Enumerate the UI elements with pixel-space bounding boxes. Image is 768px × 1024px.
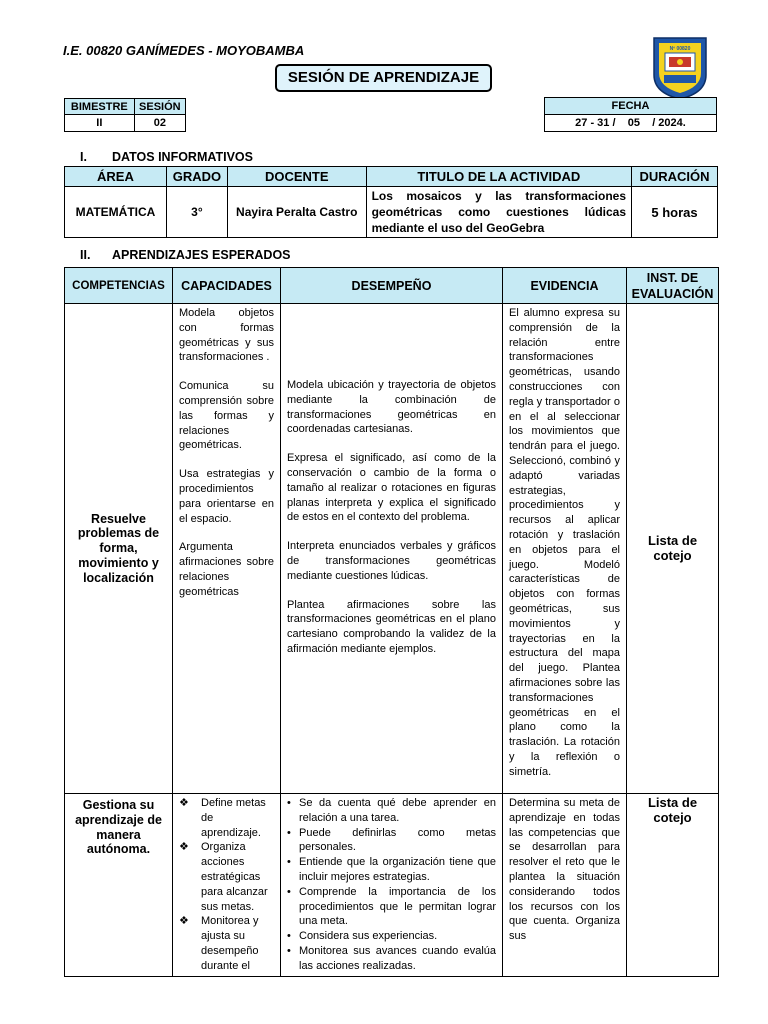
desempeno-item: Interpreta enunciados verbales y gráficos de transformaciones geométricas mediante cuestiones lúdicas. [287, 540, 496, 582]
section-title: DATOS INFORMATIVOS [112, 150, 253, 164]
diamond-bullet-icon: ❖ [179, 915, 189, 928]
bimestre-table [64, 98, 186, 132]
competencia-1: Resuelve problemas de forma, movimiento y localización [65, 304, 173, 794]
duracion-value: 5 horas [632, 187, 718, 238]
desempeno-item [287, 796, 496, 826]
col-instrumento: INST. DE EVALUACIÓN [627, 268, 719, 304]
document-title: SESIÓN DE APRENDIZAJE [275, 64, 492, 92]
evidencia-1: El alumno expresa su comprensión de la relación entre transformaciones geométricas, usando construcciones con regla y transportador o en el al seleccionar los movimientos que tendrán para el juego. Seleccionó, combinó y adaptó variadas estrategias, procedimientos y recursos al aplicar rotación y traslación en objetos para el juego. Modeló características de objetos con formas geométricas, sus movimientos y trayectorias en la estructura del mapa del juego. Plantea afirmaciones sobre las transformaciones geométricas en el plano como la traslación. La rotación y la reflexión o simetría. [503, 304, 627, 794]
desempeno-item [287, 929, 496, 944]
crest-label: Nº 00820 [669, 46, 691, 52]
capacidad-item: Modela objetos con formas geométricas y sus transformaciones . [179, 307, 274, 364]
docente-value: Nayira Peralta Castro [227, 187, 366, 238]
desempeno-item: Modela ubicación y trayectoria de objetos mediante la combinación de transformaciones geométricas en coordenadas cartesianas. [287, 379, 496, 436]
desempeno-text: Puede definirlas como metas personales. [299, 826, 496, 854]
school-crest-logo [650, 35, 710, 101]
capacidad-item [179, 796, 274, 840]
titulo-value: Los mosaicos y las transformaciones geométricas como cuestiones lúdicas mediante el uso del GeoGebra [366, 187, 631, 238]
instrumento-1: Lista de cotejo [627, 304, 719, 794]
capacidad-text: Monitorea y ajusta su desempeño durante el [201, 915, 259, 972]
diamond-bullet-icon: ❖ [179, 797, 189, 809]
col-competencias: COMPETENCIAS [65, 268, 173, 304]
col-area: ÁREA [65, 167, 167, 187]
desempeno-item [287, 944, 496, 974]
bullet-icon: • [287, 930, 291, 943]
desempeno-item [287, 855, 496, 885]
competencia-2: Gestiona su aprendizaje de manera autónoma. [65, 794, 173, 977]
desempeno-item: Plantea afirmaciones sobre las transformaciones geométricas en el plano cartesiano comprobando la validez de la afirmación mediante ejemplos. [287, 598, 496, 655]
desempeno-text: Considera sus experiencias. [299, 930, 438, 943]
desempenos-2 [281, 794, 503, 977]
desempeno-text: Se da cuenta qué debe aprender en relación a una tarea. [299, 797, 496, 824]
grado-value: 3° [166, 187, 227, 238]
capacidad-text: Define metas de aprendizaje. [201, 797, 266, 839]
col-titulo: TITULO DE LA ACTIVIDAD [366, 167, 631, 187]
desempenos-1 [281, 304, 503, 794]
desempeno-text: Monitorea sus avances cuando evalúa las acciones realizadas. [299, 944, 496, 972]
capacidad-item: Comunica su comprensión sobre las formas y relaciones geométricas. [179, 380, 274, 452]
evidencia-2: Determina su meta de aprendizaje en todas las competencias que se desarrollan para resolver el reto que le plantea la situación considerando todos los recursos con los que cuenta. Organiza sus [503, 794, 627, 977]
col-desempeno: DESEMPEÑO [281, 268, 503, 304]
section-aprendizajes-heading [80, 248, 291, 262]
fecha-header: FECHA [545, 98, 717, 115]
bimestre-value: II [65, 115, 135, 132]
capacidad-item: Usa estrategias y procedimientos para orientarse en el espacio. [179, 468, 274, 525]
desempeno-item [287, 885, 496, 929]
section-datos-heading [80, 150, 253, 164]
bullet-icon: • [287, 885, 291, 898]
area-value: MATEMÁTICA [65, 187, 167, 238]
section-number: II. [80, 248, 91, 262]
desempeno-text: Comprende la importancia de los procedimientos que le permitan lograr una meta. [299, 885, 496, 928]
bimestre-header: BIMESTRE [65, 99, 135, 115]
sesion-value: 02 [134, 115, 185, 132]
capacidad-item: Argumenta afirmaciones sobre relaciones geométricas [179, 541, 274, 598]
bullet-icon: • [287, 826, 291, 839]
instrumento-2: Lista de cotejo [627, 794, 719, 977]
col-duracion: DURACIÓN [632, 167, 718, 187]
fecha-table [544, 97, 717, 132]
bullet-icon: • [287, 944, 291, 957]
col-capacidades: CAPACIDADES [173, 268, 281, 304]
capacidades-1 [173, 304, 281, 794]
school-name: I.E. 00820 GANÍMEDES - MOYOBAMBA [63, 43, 305, 58]
datos-informativos-table [64, 166, 718, 238]
desempeno-text: Entiende que la organización tiene que incluir mejores estrategias. [299, 856, 496, 883]
desempeno-item [287, 826, 496, 856]
capacidades-2 [173, 794, 281, 977]
diamond-bullet-icon: ❖ [179, 841, 189, 854]
section-number: I. [80, 150, 87, 164]
section-title: APRENDIZAJES ESPERADOS [112, 248, 291, 262]
capacidad-text: Organiza acciones estratégicas para alcanzar sus metas. [201, 841, 268, 913]
col-evidencia: EVIDENCIA [503, 268, 627, 304]
fecha-value: 27 - 31 / 05 / 2024. [545, 115, 717, 132]
capacidad-item [179, 840, 274, 914]
bullet-icon: • [287, 797, 291, 809]
col-docente: DOCENTE [227, 167, 366, 187]
sesion-header: SESIÓN [134, 99, 185, 115]
desempeno-item: Expresa el significado, así como de la conservación o cambio de la forma o tamaño al realizar o rotaciones en figuras planas interpreta y explica el significado de estos en el contexto del problema. [287, 452, 496, 524]
aprendizajes-table [64, 267, 719, 977]
capacidad-item [179, 914, 274, 973]
col-grado: GRADO [166, 167, 227, 187]
bullet-icon: • [287, 856, 291, 869]
